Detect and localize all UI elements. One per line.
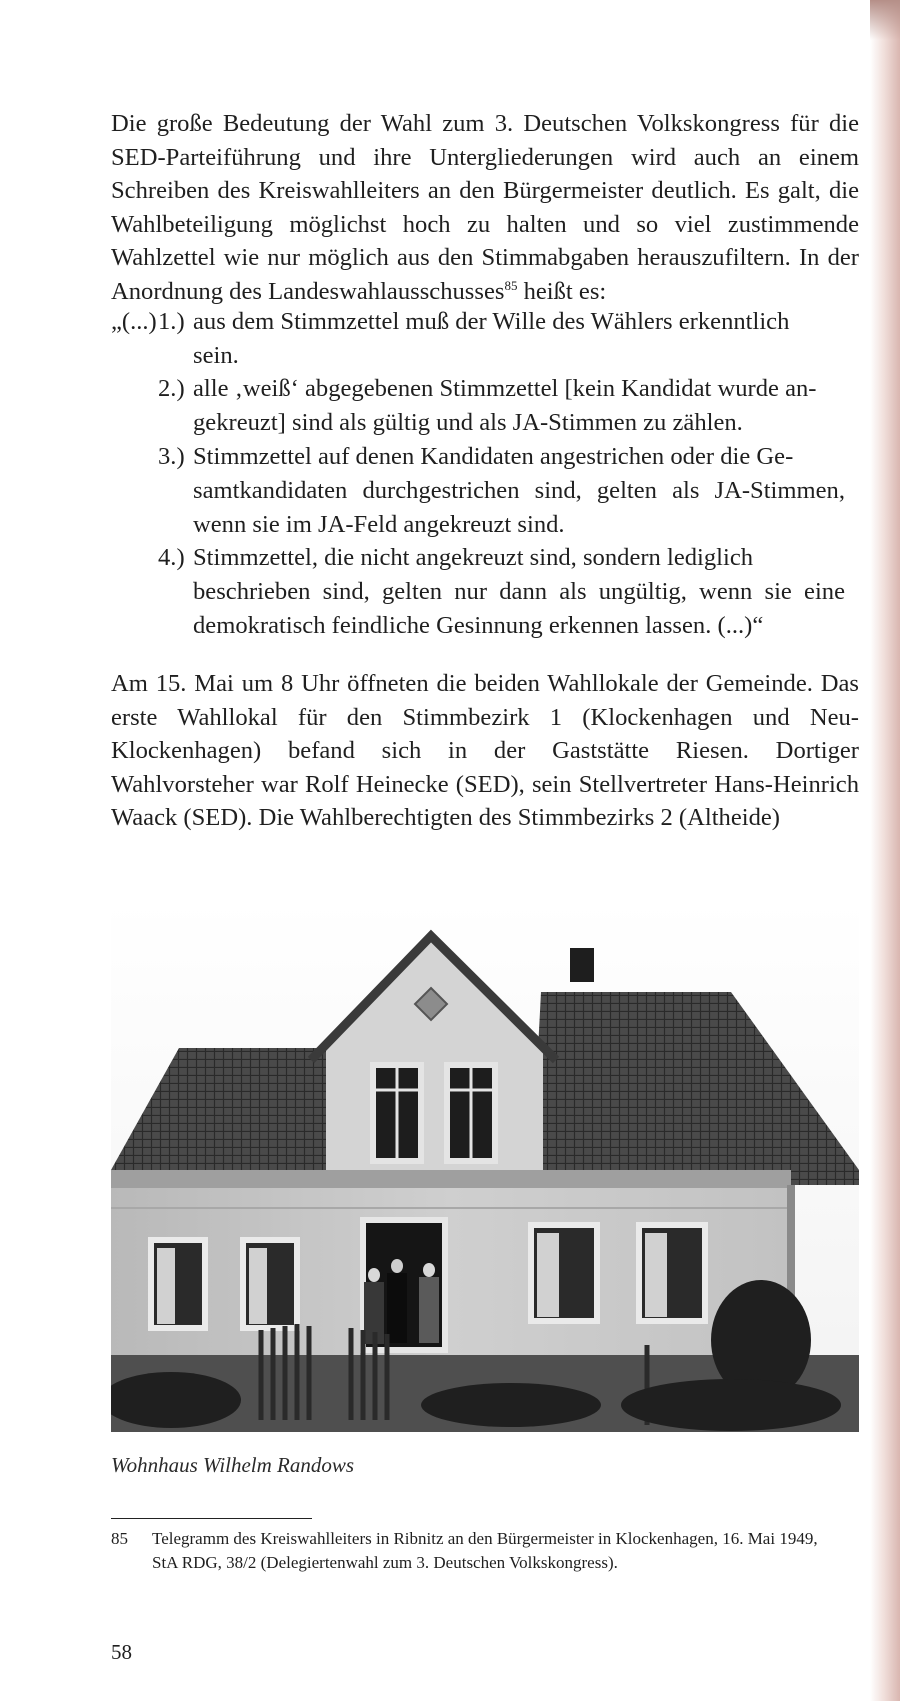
footnote-reference: 85 — [504, 277, 518, 293]
house-photograph — [111, 900, 859, 1432]
footnote-text: Telegramm des Kreiswahlleiters in Ribnitz an den Bürgermeister in Klockenhagen, 16. Mai 1949, StA RDG, 38/2 (Delegiertenwahl zum 3. Deutschen Volkskongress). — [152, 1529, 818, 1572]
paragraph-1-text: Die große Bedeutung der Wahl zum 3. Deutschen Volkskongress für die SED-Parteiführung und ihre Untergliederungen wird auch an einem Schreiben des Kreiswahlleiters an den Bürgermeister deutlich. Es galt, die Wahlbeteiligung möglichst hoch zu halten und so viel zustimmende Wahlzettel wie nur möglich aus den Stimmabgaben herauszufiltern. In der Anordnung des Landeswahlausschusses — [111, 110, 859, 305]
footnote-divider — [111, 1518, 312, 1519]
quote-item-continuation: samtkandidaten durchgestrichen sind, gelten als JA-Stimmen, wenn sie im JA-Feld angekreuzt sind. — [193, 477, 845, 538]
page-edge-shadow — [870, 0, 900, 40]
quote-item-text: Stimmzettel, die nicht angekreuzt sind, sondern lediglich — [193, 544, 754, 571]
quote-item-continuation: beschrieben sind, gelten nur dann als ungültig, wenn sie eine demokratisch feindliche Gesinnung erkennen lassen. (...)“ — [193, 578, 845, 639]
quote-item-text: alle ‚weiß‘ abgegebenen Stimmzettel [kein Kandidat wurde an- — [193, 375, 817, 402]
quote-item-number: 2.) — [158, 375, 185, 402]
quote-item-continuation: gekreuzt] sind als gültig und als JA-Stimmen zu zählen. — [193, 409, 743, 436]
body-paragraph-1 — [111, 107, 859, 308]
footnote-number: 85 — [111, 1529, 128, 1548]
quote-item-number: 1.) — [158, 308, 185, 335]
quote-item-text: Stimmzettel auf denen Kandidaten angestrichen oder die Ge- — [193, 443, 794, 470]
photo-caption: Wohnhaus Wilhelm Randows — [111, 1453, 355, 1477]
quote-opening: „(...) — [111, 308, 157, 335]
quote-item-continuation: sein. — [193, 342, 239, 369]
body-paragraph-2: Am 15. Mai um 8 Uhr öffneten die beiden Wahllokale der Gemeinde. Das erste Wahllokal für den Stimmbezirk 1 (Klockenhagen und Neu-Klockenhagen) befand sich in der Gaststätte Riesen. Dortiger Wahlvorsteher war Rolf Heinecke (SED), sein Stellvertreter Hans-Heinrich Waack (SED). Die Wahlberechtigten des Stimmbezirks 2 (Altheide) — [111, 670, 859, 831]
paragraph-1-text-end: heißt es: — [517, 277, 607, 305]
quote-item-number: 4.) — [158, 544, 185, 571]
page-number: 58 — [111, 1640, 132, 1664]
quote-item-text: aus dem Stimmzettel muß der Wille des Wählers erkenntlich — [193, 308, 790, 335]
page-gutter-shadow — [870, 0, 900, 1701]
house-illustration — [111, 900, 859, 1432]
quote-item-number: 3.) — [158, 443, 185, 470]
